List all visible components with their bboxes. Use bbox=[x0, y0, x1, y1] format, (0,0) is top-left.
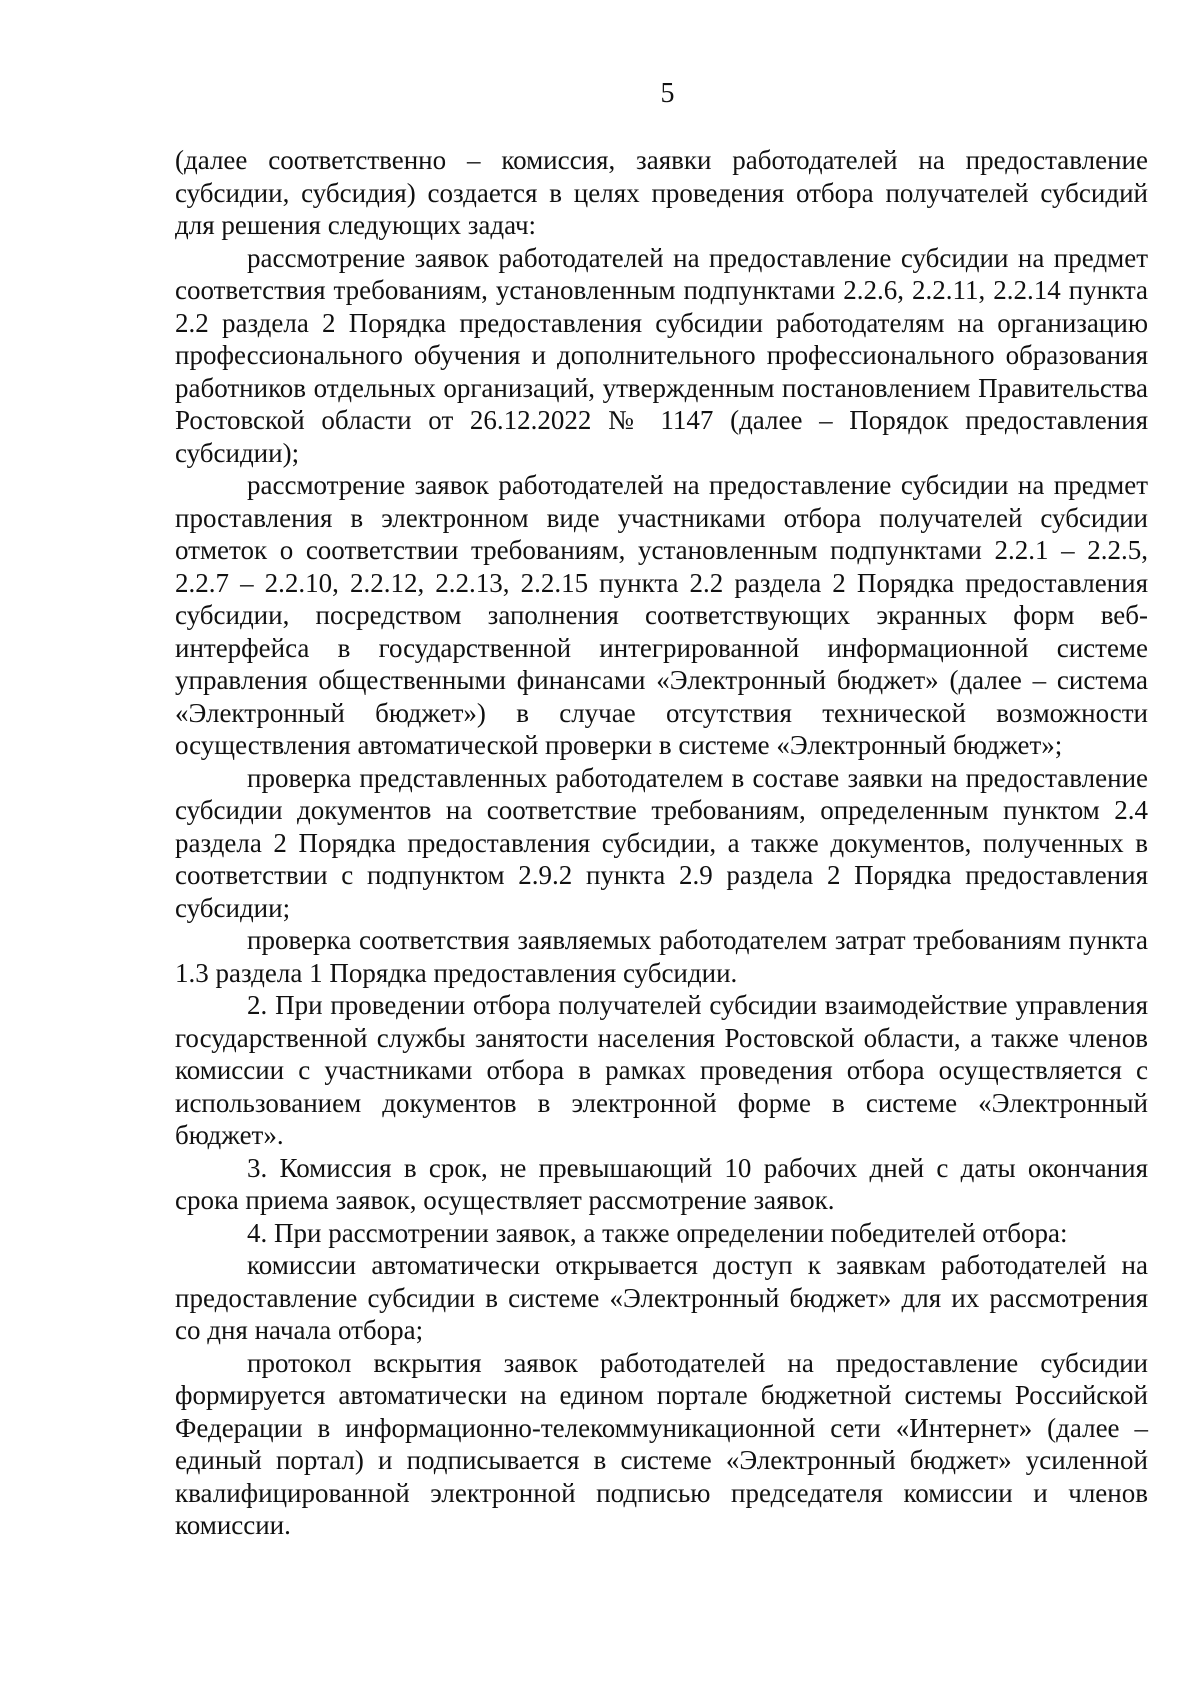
paragraph-task-2: рассмотрение заявок работодателей на предоставление субсидии на предмет проставления в электронном виде участниками отбора получателей субсидии отметок о соответствии требованиям, установленным подпунктами 2.2.1 – 2.2.5, 2.2.7 – 2.2.10, 2.2.12, 2.2.13, 2.2.15 пункта 2.2 раздела 2 Порядка предоставления субсидии, посредством заполнения соответствующих экранных форм веб-интерфейса в государственной интегрированной информационной системе управления общественными финансами «Электронный бюджет» (далее – система «Электронный бюджет») в случае отсутствия технической возможности осуществления автоматической проверки в системе «Электронный бюджет»; bbox=[175, 470, 1148, 760]
paragraph-clause-2: 2. При проведении отбора получателей субсидии взаимодействие управления государственной службы занятости населения Ростовской области, а также членов комиссии с участниками отбора в рамках проведения отбора осуществляется с использованием документов в электронной форме в системе «Электронный бюджет». bbox=[175, 990, 1148, 1150]
document-body bbox=[175, 144, 1148, 1542]
paragraph-continuation: (далее соответственно – комиссия, заявки работодателей на предоставление субсидии, субсидия) создается в целях проведения отбора получателей субсидий для решения следующих задач: bbox=[175, 145, 1148, 240]
page-number: 5 bbox=[660, 78, 675, 109]
paragraph-clause-4-item-2: протокол вскрытия заявок работодателей на предоставление субсидии формируется автоматически на едином портале бюджетной системы Российской Федерации в информационно-телекоммуникационной сети «Интернет» (далее – единый портал) и подписывается в системе «Электронный бюджет» усиленной квалифицированной электронной подписью председателя комиссии и членов комиссии. bbox=[175, 1347, 1148, 1540]
paragraph-task-4: проверка соответствия заявляемых работодателем затрат требованиям пункта 1.3 раздела 1 Порядка предоставления субсидии. bbox=[175, 925, 1148, 988]
paragraph-task-1: рассмотрение заявок работодателей на предоставление субсидии на предмет соответствия требованиям, установленным подпунктами 2.2.6, 2.2.11, 2.2.14 пункта 2.2 раздела 2 Порядка предоставления субсидии работодателям на организацию профессионального обучения и дополнительного профессионального образования работников отдельных организаций, утвержденным постановлением Правительства Ростовской области от 26.12.2022 № 1147 (далее – Порядок предоставления субсидии); bbox=[175, 242, 1148, 468]
paragraph-clause-4: 4. При рассмотрении заявок, а также определении победителей отбора: bbox=[247, 1217, 1068, 1248]
paragraph-task-3: проверка представленных работодателем в составе заявки на предоставление субсидии документов на соответствие требованиям, определенным пунктом 2.4 раздела 2 Порядка предоставления субсидии, а также документов, полученных в соответствии с подпунктом 2.9.2 пункта 2.9 раздела 2 Порядка предоставления субсидии; bbox=[175, 762, 1148, 923]
paragraph-clause-3: 3. Комиссия в срок, не превышающий 10 рабочих дней с даты окончания срока приема заявок, осуществляет рассмотрение заявок. bbox=[175, 1152, 1148, 1215]
paragraph-clause-4-item-1: комиссии автоматически открывается доступ к заявкам работодателей на предоставление субсидии в системе «Электронный бюджет» для их рассмотрения со дня начала отбора; bbox=[175, 1250, 1148, 1345]
